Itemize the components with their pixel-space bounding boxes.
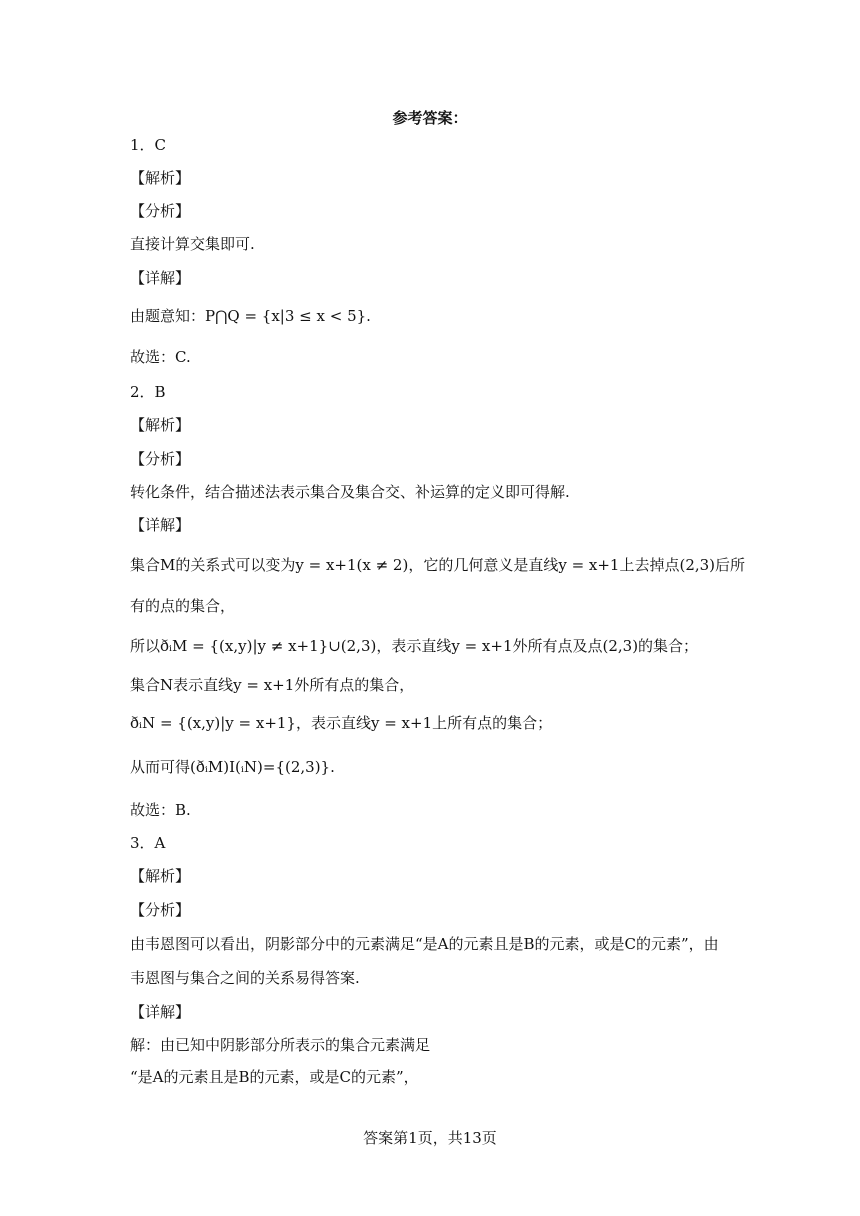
text-line: 集合N表示直线y = x+1外所有点的集合， — [130, 676, 415, 694]
answer-2-label: 2．B — [130, 383, 166, 401]
answer-1-label: 1．C — [130, 136, 167, 154]
section-fenxi: 【分析】 — [130, 901, 191, 919]
section-jiexi: 【解析】 — [130, 416, 191, 434]
text-line: “是A的元素且是B的元素，或是C的元素”， — [130, 1068, 419, 1086]
text-line: 故选：B. — [130, 801, 191, 819]
text-line: 有的点的集合， — [130, 597, 236, 615]
formula-line: 由题意知：P⋂Q = {x|3 ≤ x < 5}. — [130, 307, 371, 325]
section-xiangjie: 【详解】 — [130, 269, 191, 287]
section-fenxi: 【分析】 — [130, 450, 191, 468]
text-line: 故选：C. — [130, 348, 191, 366]
text-line: 由韦恩图可以看出，阴影部分中的元素满足“是A的元素且是B的元素，或是C的元素”，由 — [130, 935, 719, 953]
text-line: 直接计算交集即可. — [130, 235, 255, 253]
formula-line: ðᵢN = {(x,y)|y = x+1}，表示直线y = x+1上所有点的集合； — [130, 714, 553, 732]
section-xiangjie: 【详解】 — [130, 1003, 191, 1021]
section-fenxi: 【分析】 — [130, 202, 191, 220]
text-line: 转化条件，结合描述法表示集合及集合交、补运算的定义即可得解. — [130, 483, 570, 501]
section-xiangjie: 【详解】 — [130, 516, 191, 534]
page-footer: 答案第1页，共13页 — [363, 1129, 497, 1147]
text-line: 解：由已知中阴影部分所表示的集合元素满足 — [130, 1036, 431, 1054]
section-jiexi: 【解析】 — [130, 867, 191, 885]
page-title: 参考答案： — [392, 109, 468, 127]
formula-line: 集合M的关系式可以变为y = x+1(x ≠ 2)，它的几何意义是直线y = x+1上去掉点(2,3)后所 — [130, 556, 746, 574]
formula-line: 所以ðᵢM = {(x,y)|y ≠ x+1}∪(2,3)，表示直线y = x+1外所有点及点(2,3)的集合； — [130, 637, 699, 655]
section-jiexi: 【解析】 — [130, 169, 191, 187]
text-line: 韦恩图与集合之间的关系易得答案. — [130, 969, 360, 987]
formula-line: 从而可得(ðᵢM)I(ᵢN)={(2,3)}. — [130, 758, 335, 776]
answer-3-label: 3．A — [130, 834, 166, 852]
